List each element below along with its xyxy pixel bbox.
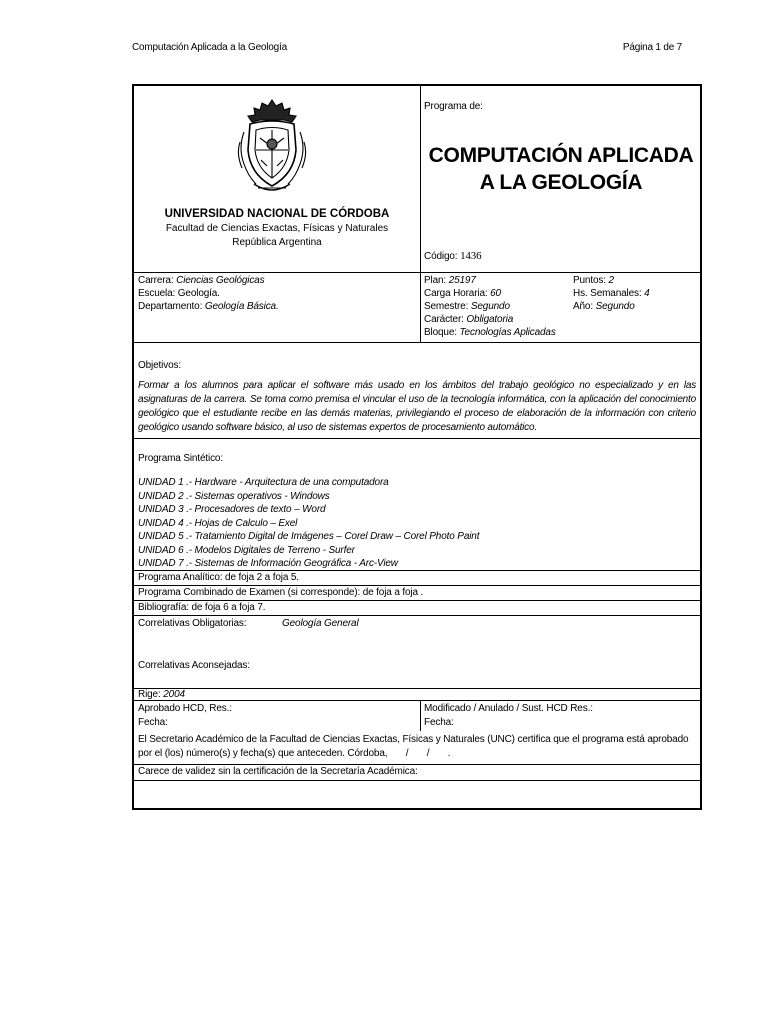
certificacion-line2: por el (los) número(s) y fecha(s) que anteceden. Córdoba, / / .	[138, 748, 451, 759]
list-item: UNIDAD 6 .- Modelos Digitales de Terreno - Surfer	[138, 544, 355, 556]
escuela-row	[138, 288, 220, 301]
aprobado-fecha-label: Fecha:	[138, 717, 168, 728]
certificacion-line1: El Secretario Académico de la Facultad de Ciencias Exactas, Físicas y Naturales (UNC) certifica que el programa está aprobado	[138, 734, 689, 745]
aprobado-label: Aprobado HCD, Res.:	[138, 703, 232, 714]
header-page-number: Página 1 de 7	[622, 42, 682, 53]
puntos-row	[573, 275, 614, 288]
code-value: 1436	[460, 250, 482, 262]
list-item: UNIDAD 2 .- Sistemas operativos - Windows	[138, 490, 330, 502]
combinado-row: Programa Combinado de Examen (si corresponde): de foja a foja .	[138, 587, 424, 598]
anio-value: Segundo	[595, 301, 635, 312]
carrera-value: Ciencias Geológicas	[176, 275, 265, 286]
sintetico-label: Programa Sintético:	[138, 453, 223, 464]
column-divider	[420, 86, 421, 342]
hs-semanales-row	[573, 288, 650, 301]
departamento-row	[138, 301, 279, 314]
program-form	[132, 84, 702, 810]
semestre-row	[424, 301, 510, 314]
validez-row: Carece de validez sin la certificación de la Secretaría Académica:	[138, 766, 418, 777]
carrera-label: Carrera:	[138, 275, 174, 286]
plan-value: 25197	[448, 275, 476, 286]
university-crest-icon	[234, 98, 310, 196]
carrera-row	[138, 275, 264, 288]
bibliografia-row: Bibliografía: de foja 6 a foja 7.	[138, 602, 266, 613]
program-label: Programa de:	[424, 101, 483, 112]
semestre-label: Semestre:	[424, 301, 469, 312]
list-item: UNIDAD 7 .- Sistemas de Información Geográfica - Arc-View	[138, 558, 398, 569]
divider	[134, 615, 700, 616]
anio-row	[573, 301, 635, 314]
bloque-label: Bloque:	[424, 327, 457, 338]
program-title-line2: A LA GEOLOGÍA	[479, 171, 643, 194]
caracter-label: Carácter:	[424, 314, 464, 325]
header-course-title: Computación Aplicada a la Geología	[132, 42, 287, 53]
code-label: Código:	[424, 251, 458, 262]
puntos-value: 2	[608, 275, 614, 286]
divider	[134, 438, 700, 439]
rige-row	[138, 689, 185, 702]
list-item: UNIDAD 5 .- Tratamiento Digital de Imágenes – Corel Draw – Corel Photo Paint	[138, 531, 480, 542]
hs-semanales-label: Hs. Semanales:	[573, 288, 642, 299]
caracter-row	[424, 314, 513, 327]
carga-label: Carga Horaria:	[424, 288, 488, 299]
university-name: UNIVERSIDAD NACIONAL DE CÓRDOBA	[164, 208, 390, 220]
hs-semanales-value: 4	[644, 288, 650, 299]
correlativas-obligatorias-label: Correlativas Obligatorias:	[138, 618, 247, 629]
faculty-name: Facultad de Ciencias Exactas, Físicas y Naturales	[165, 223, 389, 234]
modificado-label: Modificado / Anulado / Sust. HCD Res.:	[424, 703, 593, 714]
bloque-value: Tecnologías Aplicadas	[459, 327, 556, 338]
rige-value: 2004	[163, 689, 185, 700]
departamento-value: Geología Básica.	[204, 301, 279, 312]
anio-label: Año:	[573, 301, 593, 312]
semestre-value: Segundo	[470, 301, 510, 312]
divider	[134, 764, 700, 765]
program-title	[420, 142, 702, 196]
departamento-label: Departamento:	[138, 301, 203, 312]
escuela-label: Escuela:	[138, 288, 176, 299]
objetivos-label: Objetivos:	[138, 360, 181, 371]
carga-row	[424, 288, 501, 301]
divider	[134, 780, 700, 781]
divider	[134, 688, 700, 689]
country-name: República Argentina	[232, 237, 322, 248]
code-row	[424, 250, 481, 264]
divider	[134, 700, 700, 701]
bloque-row	[424, 327, 556, 340]
rige-label: Rige:	[138, 689, 161, 700]
correlativas-aconsejadas-label: Correlativas Aconsejadas:	[138, 660, 250, 671]
divider	[134, 585, 700, 586]
puntos-label: Puntos:	[573, 275, 606, 286]
carga-value: 60	[490, 288, 501, 299]
divider	[134, 342, 700, 343]
divider	[134, 272, 700, 273]
plan-row	[424, 275, 476, 288]
sintetico-units	[138, 476, 479, 571]
divider	[134, 600, 700, 601]
analitico-row: Programa Analítico: de foja 2 a foja 5.	[138, 572, 299, 583]
list-item: UNIDAD 3 .- Procesadores de texto – Word	[138, 504, 326, 515]
list-item: UNIDAD 1 .- Hardware - Arquitectura de una computadora	[138, 477, 389, 488]
list-item: UNIDAD 4 .- Hojas de Calculo – Exel	[138, 517, 298, 529]
escuela-value: Geología.	[177, 288, 220, 299]
objetivos-text: Formar a los alumnos para aplicar el software más usado en los ámbitos del trabajo geológico no especializado y en las asignaturas de la carrera. Se toma como premisa el vincular el uso de la tecnología informática, con la aplicación del conocimiento geológico que el estudiante recibe en las demás materias, privilegiando el proceso de elaboración de la información con criterio geológico usando software básico, al uso de sistemas expertos de procesamiento automático.	[138, 380, 696, 433]
plan-label: Plan:	[424, 275, 447, 286]
page-header	[132, 42, 682, 53]
program-title-line1: COMPUTACIÓN APLICADA	[428, 144, 694, 167]
correlativas-obligatorias-value: Geología General	[282, 618, 359, 629]
modificado-fecha-label: Fecha:	[424, 717, 454, 728]
caracter-value: Obligatoria	[466, 314, 514, 325]
column-divider	[420, 700, 421, 731]
